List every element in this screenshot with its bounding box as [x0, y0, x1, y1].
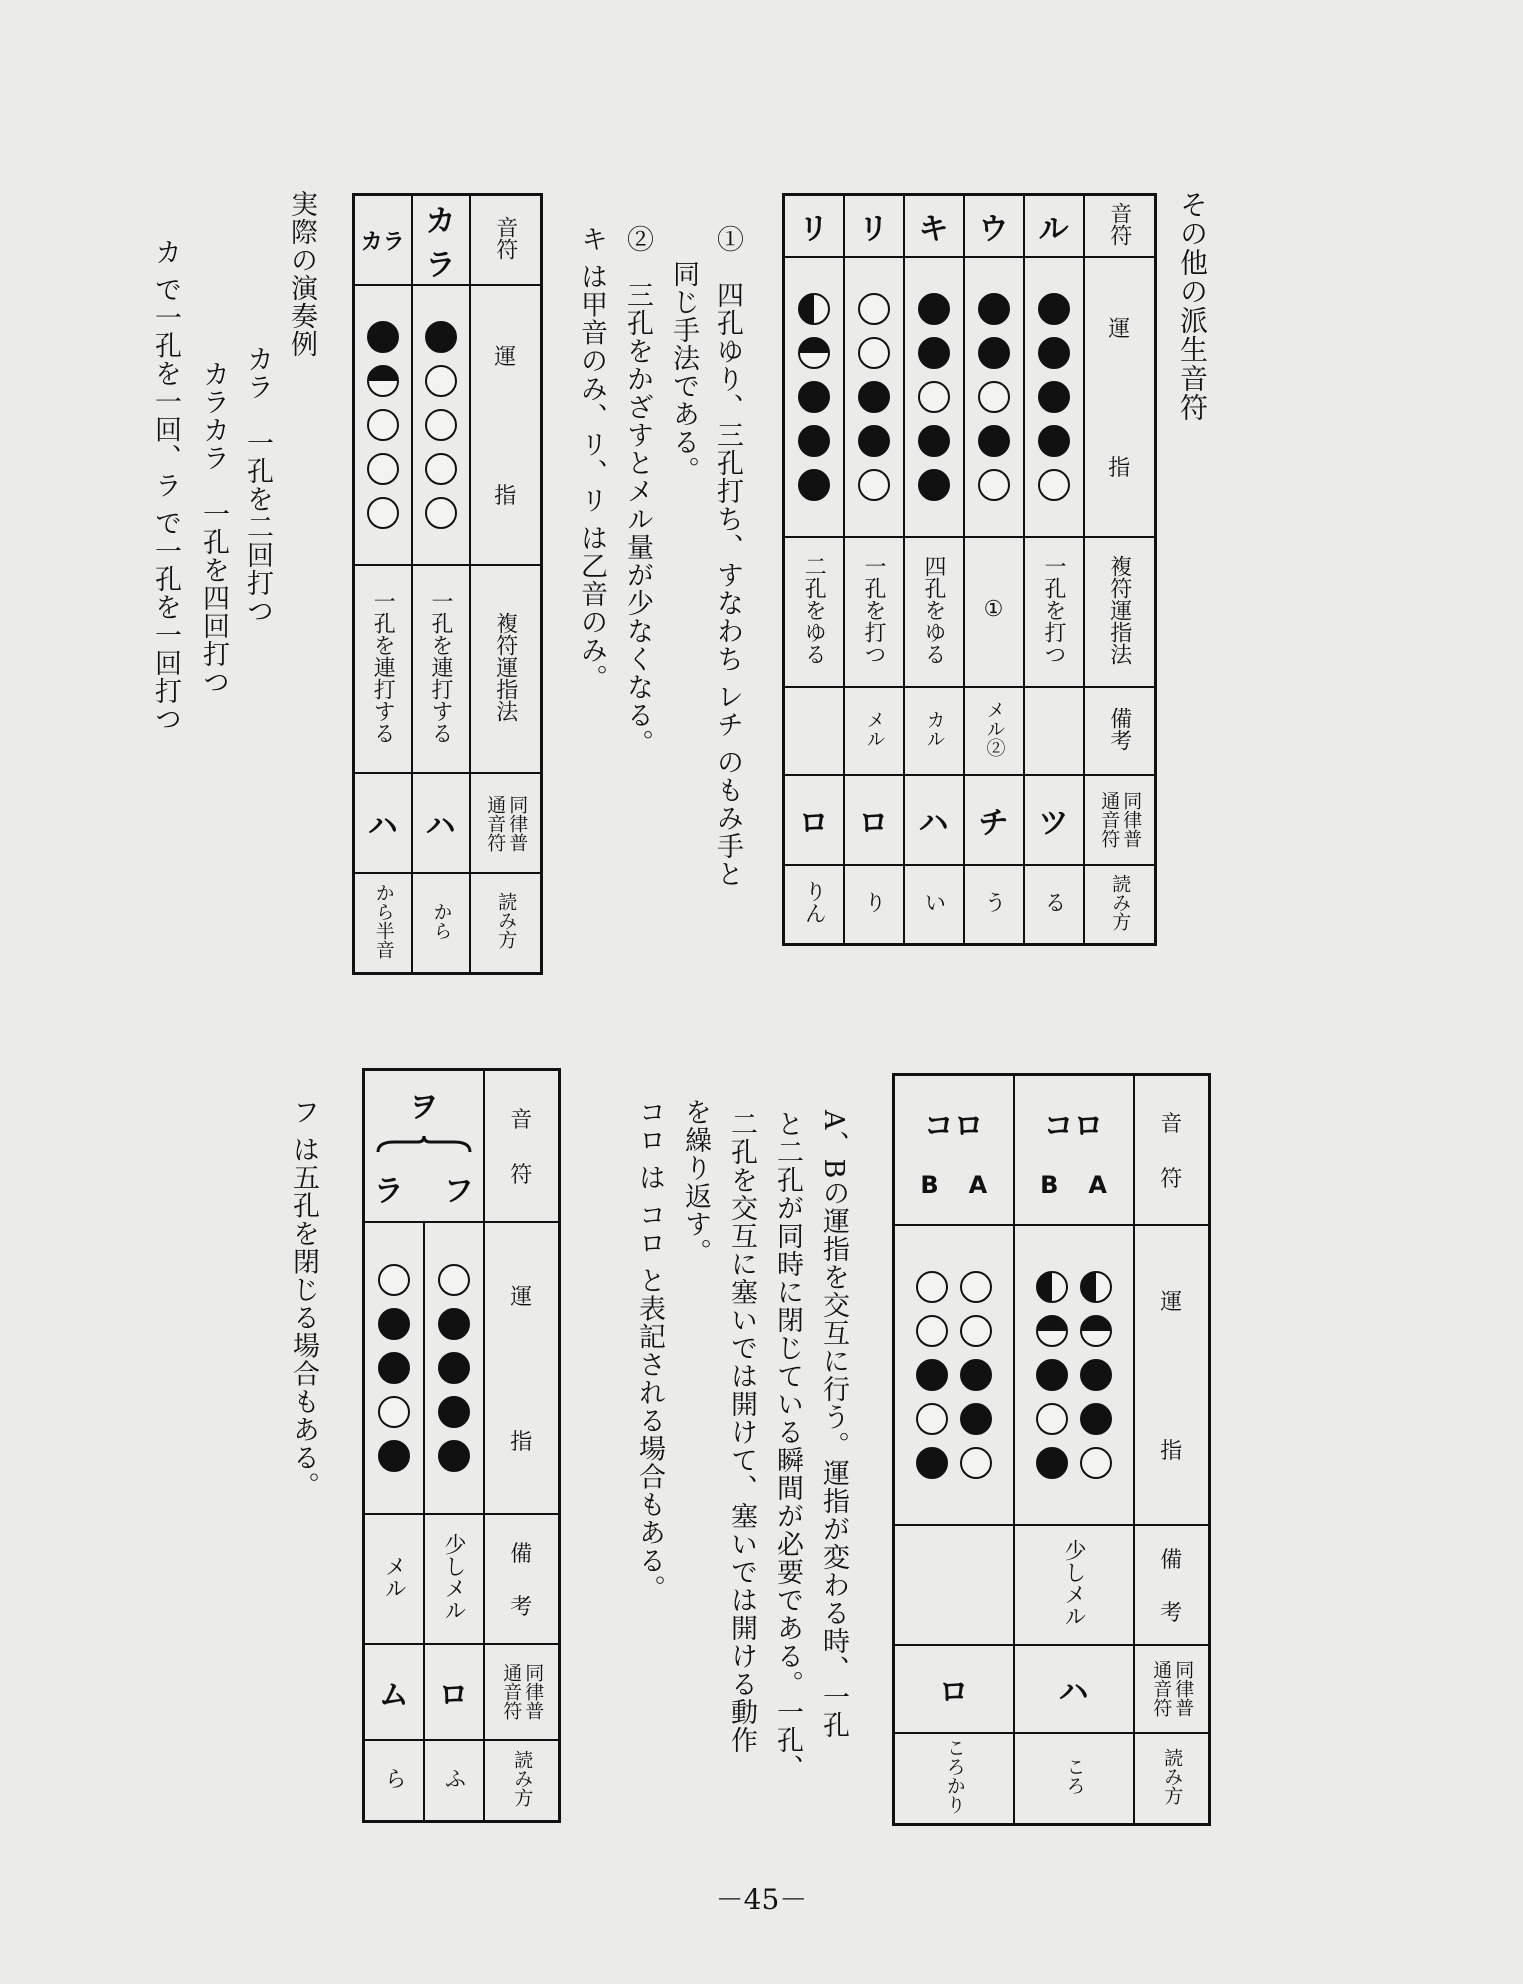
- fingering-table-derived-notes: [782, 193, 1157, 946]
- t3-header-yomikata: 読み方: [1134, 1733, 1210, 1825]
- t1-futsu-2: チ: [964, 775, 1024, 865]
- koro-text-line-4: を繰り返す。: [680, 1098, 711, 1266]
- note-1-line-2: 同じ手法である。: [668, 260, 699, 484]
- hole-1-half-left-icon: [1036, 1271, 1068, 1303]
- example-line-1: カラ 一孔を二回打つ: [242, 345, 273, 625]
- t3-biko-empty: [894, 1525, 1014, 1645]
- t3-header-unshi: 運 指: [1134, 1225, 1210, 1525]
- t3-futsu-2: ロ: [894, 1645, 1014, 1733]
- hole-2-half-top-icon: [367, 365, 399, 397]
- fingering-table-kara: [352, 193, 543, 975]
- hole-4-closed-icon: [858, 425, 890, 457]
- t1-yomi-2: う: [964, 865, 1024, 945]
- t4-fingering-2: [364, 1222, 424, 1514]
- example-line-2: カラカラ 一孔を四回打つ: [198, 360, 229, 696]
- t1-fukufu-3: 四孔をゆる: [904, 537, 964, 687]
- t2-header-unshi: 運 指: [470, 285, 542, 565]
- hole-2-closed-icon: [378, 1308, 410, 1340]
- t2-header-yomikata: 読み方: [470, 873, 542, 973]
- t2-note-2: カラ: [354, 195, 412, 286]
- t4-header-onpu: 音 符: [484, 1070, 560, 1222]
- t4-biko-2: メル: [364, 1514, 424, 1644]
- hole-3-open-icon: [425, 409, 457, 441]
- example-title: 実際の演奏例: [286, 190, 317, 358]
- hole-5-closed-icon: [916, 1447, 948, 1479]
- t3-yomi-2: ころかり: [894, 1733, 1014, 1825]
- page-number: －45－: [715, 1883, 808, 1916]
- hole-4-closed-icon: [1038, 425, 1070, 457]
- hole-2-open-icon: [916, 1315, 948, 1347]
- hole-4-closed-icon: [918, 425, 950, 457]
- hole-5-open-icon: [425, 497, 457, 529]
- hole-1-closed-icon: [1038, 293, 1070, 325]
- hole-5-closed-icon: [438, 1440, 470, 1472]
- t1-note-5: リ: [784, 195, 844, 257]
- hole-5-open-icon: [367, 497, 399, 529]
- t1-fukufu-5: 二孔をゆる: [784, 537, 844, 687]
- t1-fingering-4: [844, 257, 904, 537]
- koro-text-line-2: と二孔が同時に閉じている瞬間が必要である。一孔、: [772, 1110, 803, 1782]
- t3-note-a: コロ B A: [1014, 1075, 1134, 1225]
- t1-fukufu-2: ①: [964, 537, 1024, 687]
- t4-note: ヲ ラ フ: [364, 1070, 484, 1222]
- koro-text-line-5: コロ は コロ と表記される場合もある。: [634, 1098, 665, 1603]
- hole-5-closed-icon: [918, 469, 950, 501]
- koro-text-line-3: 二孔を交互に塞いでは開けて、塞いでは開ける動作: [726, 1110, 757, 1754]
- t2-fukufu-1: 一孔を連打する: [412, 565, 470, 773]
- t2-header-fukufu: 複符運指法: [470, 565, 542, 773]
- koro-text-line-1: A、Bの運指を交互に行う。運指が変わる時、一孔: [818, 1110, 849, 1740]
- hole-3-closed-icon: [1036, 1359, 1068, 1391]
- t3-fingering-pair-1: [1014, 1225, 1134, 1525]
- t3-futsu-1: ハ: [1014, 1645, 1134, 1733]
- hole-2-open-icon: [960, 1315, 992, 1347]
- t1-header-biko: 備考: [1084, 687, 1156, 775]
- hole-3-closed-icon: [858, 381, 890, 413]
- hole-3-closed-icon: [378, 1352, 410, 1384]
- hole-2-closed-icon: [1038, 337, 1070, 369]
- t1-note-2: ウ: [964, 195, 1024, 257]
- t1-futsu-3: ハ: [904, 775, 964, 865]
- hole-5-closed-icon: [378, 1440, 410, 1472]
- t1-biko-4: メル: [844, 687, 904, 775]
- t1-header-yomikata: 読み方: [1084, 865, 1156, 945]
- fu-ra-note: フ は五孔を閉じる場合もある。: [288, 1098, 319, 1500]
- t1-biko-2: メル②: [964, 687, 1024, 775]
- hole-2-closed-icon: [438, 1308, 470, 1340]
- t1-fingering-1: [1024, 257, 1084, 537]
- t1-fingering-5: [784, 257, 844, 537]
- t1-yomi-5: りん: [784, 865, 844, 945]
- t1-biko-3: カル: [904, 687, 964, 775]
- hole-5-open-icon: [960, 1447, 992, 1479]
- hole-5-closed-icon: [1036, 1447, 1068, 1479]
- t1-yomi-3: い: [904, 865, 964, 945]
- hole-4-open-icon: [367, 453, 399, 485]
- hole-2-closed-icon: [978, 337, 1010, 369]
- t1-futsu-5: ロ: [784, 775, 844, 865]
- hole-1-half-left-icon: [798, 293, 830, 325]
- hole-1-closed-icon: [425, 321, 457, 353]
- hole-4-open-icon: [1036, 1403, 1068, 1435]
- t1-note-1: ル: [1024, 195, 1084, 257]
- t2-fukufu-2: 一孔を連打する: [354, 565, 412, 773]
- t2-futsu-1: ハ: [412, 773, 470, 873]
- hole-3-open-icon: [918, 381, 950, 413]
- hole-5-closed-icon: [798, 469, 830, 501]
- t2-yomi-1: から: [412, 873, 470, 973]
- hole-3-open-icon: [978, 381, 1010, 413]
- t4-biko-1: 少しメル: [424, 1514, 484, 1644]
- t2-header-onpu: 音符: [470, 195, 542, 286]
- hole-2-closed-icon: [918, 337, 950, 369]
- hole-2-open-icon: [425, 365, 457, 397]
- t4-yomi-1: ふ: [424, 1740, 484, 1822]
- hole-2-half-top-icon: [798, 337, 830, 369]
- t1-header-fukufu: 複符運指法: [1084, 537, 1156, 687]
- hole-2-half-top-icon: [1036, 1315, 1068, 1347]
- t2-note-1: カラ: [412, 195, 470, 286]
- t3-biko: 少しメル: [1014, 1525, 1134, 1645]
- hole-5-open-icon: [978, 469, 1010, 501]
- hole-4-closed-icon: [978, 425, 1010, 457]
- t1-fingering-3: [904, 257, 964, 537]
- hole-3-closed-icon: [438, 1352, 470, 1384]
- t1-futsu-4: ロ: [844, 775, 904, 865]
- t4-futsu-2: ム: [364, 1644, 424, 1740]
- t1-header-dorippu: 同律普 通音符: [1084, 775, 1156, 865]
- example-line-3: カ で一孔を一回、ラ で一孔を一回打つ: [150, 238, 181, 734]
- hole-1-closed-icon: [978, 293, 1010, 325]
- t1-note-3: キ: [904, 195, 964, 257]
- t2-fingering-1: [412, 285, 470, 565]
- t1-yomi-4: り: [844, 865, 904, 945]
- hole-4-open-icon: [916, 1403, 948, 1435]
- section-title: その他の派生音符: [1176, 190, 1209, 422]
- t1-biko-1: [1024, 687, 1084, 775]
- hole-3-closed-icon: [960, 1359, 992, 1391]
- t1-yomi-1: る: [1024, 865, 1084, 945]
- t1-fukufu-1: 一孔を打つ: [1024, 537, 1084, 687]
- note-2-line-1: ② 三孔をかざすとメル量が少なくなる。: [622, 225, 653, 757]
- hole-5-open-icon: [1038, 469, 1070, 501]
- t2-yomi-2: から半音: [354, 873, 412, 973]
- t1-fingering-2: [964, 257, 1024, 537]
- t2-header-dorippu: 同律普 通音符: [470, 773, 542, 873]
- hole-1-open-icon: [438, 1264, 470, 1296]
- hole-4-closed-icon: [1080, 1403, 1112, 1435]
- t1-header-unshi: 運 指: [1084, 257, 1156, 537]
- t1-biko-5: [784, 687, 844, 775]
- t3-header-biko: 備 考: [1134, 1525, 1210, 1645]
- hole-2-open-icon: [858, 337, 890, 369]
- hole-1-open-icon: [960, 1271, 992, 1303]
- hole-3-open-icon: [367, 409, 399, 441]
- hole-4-closed-icon: [438, 1396, 470, 1428]
- hole-5-open-icon: [858, 469, 890, 501]
- hole-4-open-icon: [425, 453, 457, 485]
- hole-5-open-icon: [1080, 1447, 1112, 1479]
- hole-3-closed-icon: [1080, 1359, 1112, 1391]
- hole-2-half-top-icon: [1080, 1315, 1112, 1347]
- hole-4-closed-icon: [798, 425, 830, 457]
- hole-1-closed-icon: [918, 293, 950, 325]
- hole-1-half-left-icon: [1080, 1271, 1112, 1303]
- t4-futsu-1: ロ: [424, 1644, 484, 1740]
- t2-fingering-2: [354, 285, 412, 565]
- t2-futsu-2: ハ: [354, 773, 412, 873]
- hole-1-open-icon: [858, 293, 890, 325]
- t1-header-onpu: 音符: [1084, 195, 1156, 257]
- t3-yomi-1: ころ: [1014, 1733, 1134, 1825]
- hole-1-closed-icon: [367, 321, 399, 353]
- t4-header-yomikata: 読み方: [484, 1740, 560, 1822]
- brace-icon: [374, 1136, 474, 1156]
- hole-3-closed-icon: [1038, 381, 1070, 413]
- t4-yomi-2: ら: [364, 1740, 424, 1822]
- fingering-table-fu-ra: [362, 1068, 561, 1823]
- hole-1-open-icon: [378, 1264, 410, 1296]
- t3-note-b: コロ B A: [894, 1075, 1014, 1225]
- t1-fukufu-4: 一孔を打つ: [844, 537, 904, 687]
- hole-4-closed-icon: [960, 1403, 992, 1435]
- t4-header-dorippu: 同律普 通音符: [484, 1644, 560, 1740]
- fingering-table-koro: [892, 1073, 1211, 1826]
- t1-futsu-1: ツ: [1024, 775, 1084, 865]
- hole-3-closed-icon: [798, 381, 830, 413]
- note-2-line-2: キ は甲音のみ、リ、リ は乙音のみ。: [576, 225, 607, 693]
- t4-fingering-1: [424, 1222, 484, 1514]
- t4-header-unshi: 運 指: [484, 1222, 560, 1514]
- hole-3-closed-icon: [916, 1359, 948, 1391]
- t3-header-onpu: 音 符: [1134, 1075, 1210, 1225]
- t3-fingering-pair-2: [894, 1225, 1014, 1525]
- t3-header-dorippu: 同律普 通音符: [1134, 1645, 1210, 1733]
- hole-1-open-icon: [916, 1271, 948, 1303]
- t4-header-biko: 備 考: [484, 1514, 560, 1644]
- hole-4-open-icon: [378, 1396, 410, 1428]
- note-1-line-1: ① 四孔ゆり、三孔打ち、すなわち レチ のもみ手と: [712, 225, 743, 889]
- t1-note-4: リ: [844, 195, 904, 257]
